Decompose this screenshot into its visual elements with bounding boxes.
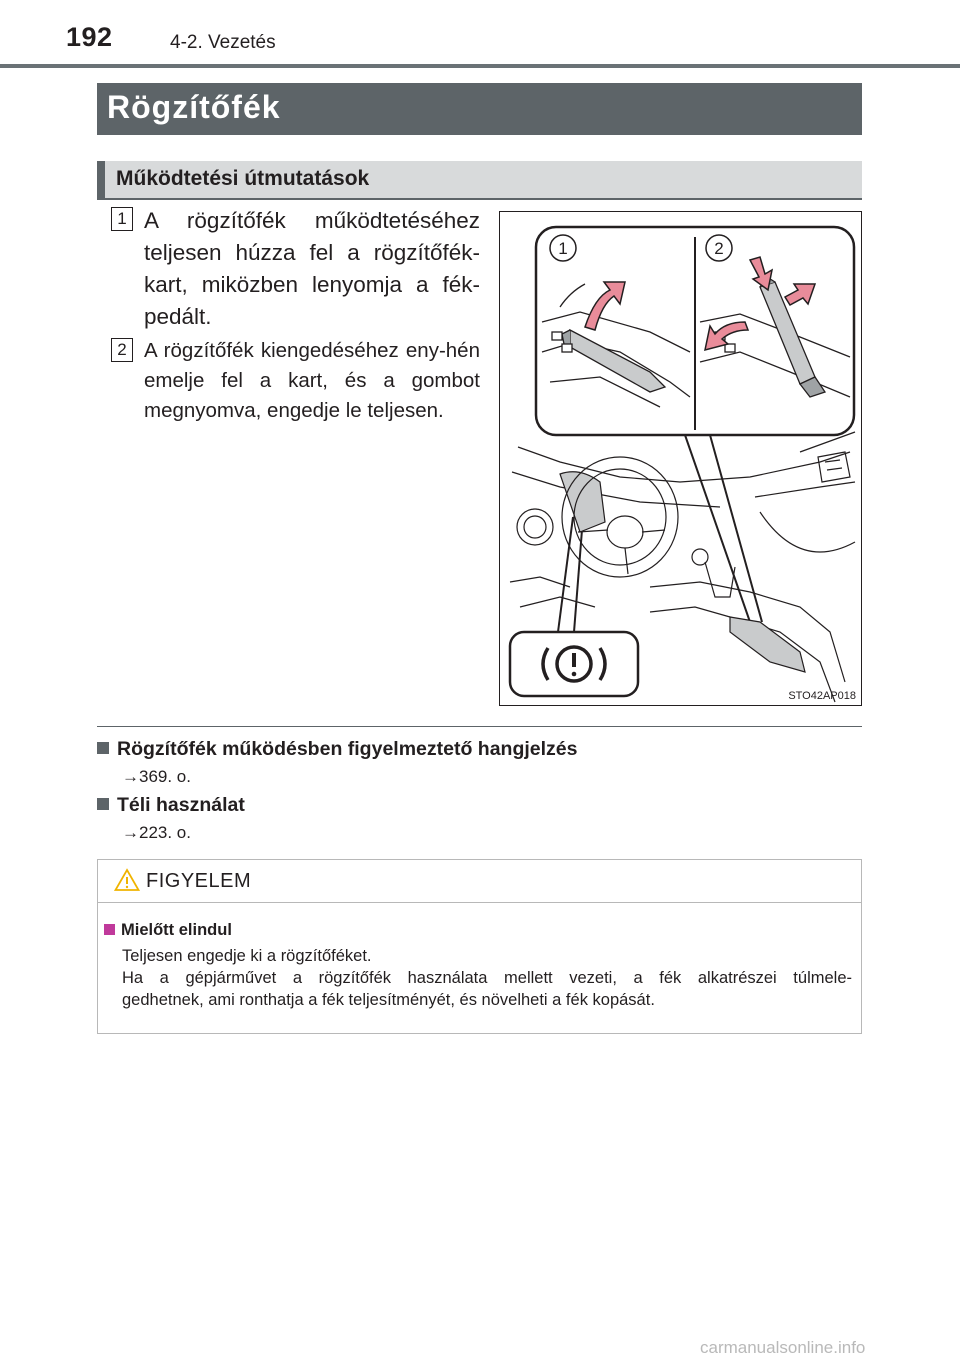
- warning-line-1: Teljesen engedje ki a rögzítőféket.: [122, 947, 372, 965]
- callout-2: 2: [714, 239, 724, 258]
- illustration-drawing: [500, 212, 861, 705]
- step-text-1: A rögzítőfék működtetéséhez teljesen húzza fel a rögzítőfék-kart, miközben lenyomja a fék-pedált.: [144, 208, 480, 329]
- step-number-1: 1: [111, 207, 133, 231]
- page-title-bar: [97, 83, 862, 135]
- step-number-2: 2: [111, 338, 133, 362]
- note-heading-1: Rögzítőfék működésben figyelmeztető hangjelzés: [97, 738, 578, 761]
- note-ref-2: →223. o.: [122, 823, 191, 842]
- warning-line-2: Ha a gépjárművet a rögzítőfék használata mellett vezeti, a fék alkatrészei túlmele-: [122, 969, 852, 987]
- subtitle: Működtetési útmutatások: [116, 167, 370, 190]
- note-ref-1: →369. o.: [122, 767, 191, 786]
- subtitle-rule: [97, 198, 862, 200]
- warning-bullet-square: [104, 924, 115, 935]
- callout-1: 1: [558, 239, 568, 258]
- warning-subheading: Mielőtt elindul: [104, 921, 232, 940]
- bullet-square: [97, 742, 109, 754]
- note-heading-2: Téli használat: [97, 794, 245, 817]
- subtitle-bar: [97, 161, 862, 198]
- section-label: 4-2. Vezetés: [170, 32, 276, 53]
- section-rule: [97, 726, 862, 727]
- illustration-code: STO42AP018: [788, 690, 856, 702]
- warning-triangle-icon: [114, 868, 140, 892]
- header-rule: [0, 64, 960, 68]
- warning-line-3: gedhetnek, ami ronthatja a fék teljesítményét, és növelheti a fék kopását.: [122, 991, 655, 1009]
- subtitle-accent: [97, 161, 105, 198]
- page-title: Rögzítőfék: [107, 89, 281, 125]
- parking-brake-illustration: [499, 211, 862, 706]
- warning-box: [97, 859, 862, 1034]
- page-number: 192: [66, 22, 113, 52]
- warning-header: [98, 860, 861, 903]
- watermark: carmanualsonline.info: [700, 1338, 866, 1357]
- step-text-2: A rögzítőfék kiengedéséhez eny-hén emelje fel a kart, és a gombot megnyomva, engedje le teljesen.: [144, 339, 480, 422]
- warning-title: FIGYELEM: [146, 870, 252, 892]
- bullet-square: [97, 798, 109, 810]
